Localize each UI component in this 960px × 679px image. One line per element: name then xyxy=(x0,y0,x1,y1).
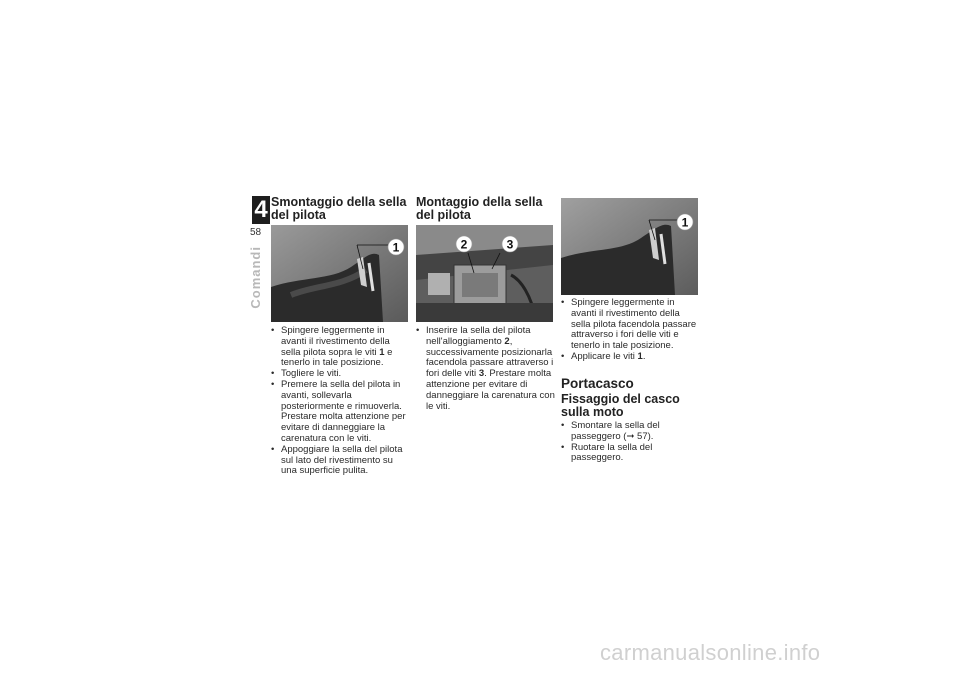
seat-installation-illustration xyxy=(416,225,553,322)
figure-callout: 3 xyxy=(506,237,514,252)
seat-installation-figure xyxy=(416,225,553,322)
chapter-number: 4 xyxy=(252,196,270,224)
list-item: • Ruotare la sella del passeggero. xyxy=(561,443,701,465)
seat-removal-figure xyxy=(271,225,408,322)
list-item: • Spingere leggermente in avanti il rivestimento della sella pilota sopra le viti 1 e tenerlo in tale posizione. xyxy=(271,326,411,369)
helmet-steps xyxy=(561,421,701,464)
list-item: • Premere la sella del pilota in avanti, sollevarla posteriormente e rimuoverla. Prestare molta attenzione per evitare di danneggiare la carenatura con le viti. xyxy=(271,380,411,445)
figure-callout: 2 xyxy=(460,237,468,252)
heading-installation: Montaggio della sella del pilota xyxy=(416,195,543,222)
list-item: • Inserire la sella del pilota nell'alloggiamento 2, successivamente posizionarla facendola passare attraverso i fori delle viti 3. Prestare molta attenzione per evitare di danneggiare la carenatura con le viti. xyxy=(416,326,556,412)
seat-fitting-figure xyxy=(561,198,698,295)
section-title: Portacasco xyxy=(561,376,634,391)
list-item: • Spingere leggermente in avanti il rivestimento della sella pilota facendola passare attraverso i fori delle viti e tenerlo in tale posizione. xyxy=(561,298,701,352)
list-item: • Togliere le viti. xyxy=(271,369,411,380)
seat-fitting-illustration xyxy=(561,198,698,295)
seat-removal-illustration xyxy=(271,225,408,322)
list-item: • Appoggiare la sella del pilota sul lato del rivestimento su una superficie pulita. xyxy=(271,445,411,477)
list-item: • Smontare la sella del passeggero (➞ 57). xyxy=(561,421,701,443)
heading-removal: Smontaggio della sella del pilota xyxy=(271,195,407,222)
figure-callout: 1 xyxy=(681,215,689,230)
fitting-steps xyxy=(561,298,701,363)
subheading-helmet: Fissaggio del casco sulla moto xyxy=(561,392,680,419)
list-item: • Applicare le viti 1. xyxy=(561,352,701,363)
figure-callout: 1 xyxy=(392,240,400,255)
page-number: 58 xyxy=(250,227,262,238)
section-tab: Comandi xyxy=(248,246,263,309)
installation-steps xyxy=(416,326,556,412)
watermark: carmanualsonline.info xyxy=(600,640,821,665)
removal-steps xyxy=(271,326,411,477)
